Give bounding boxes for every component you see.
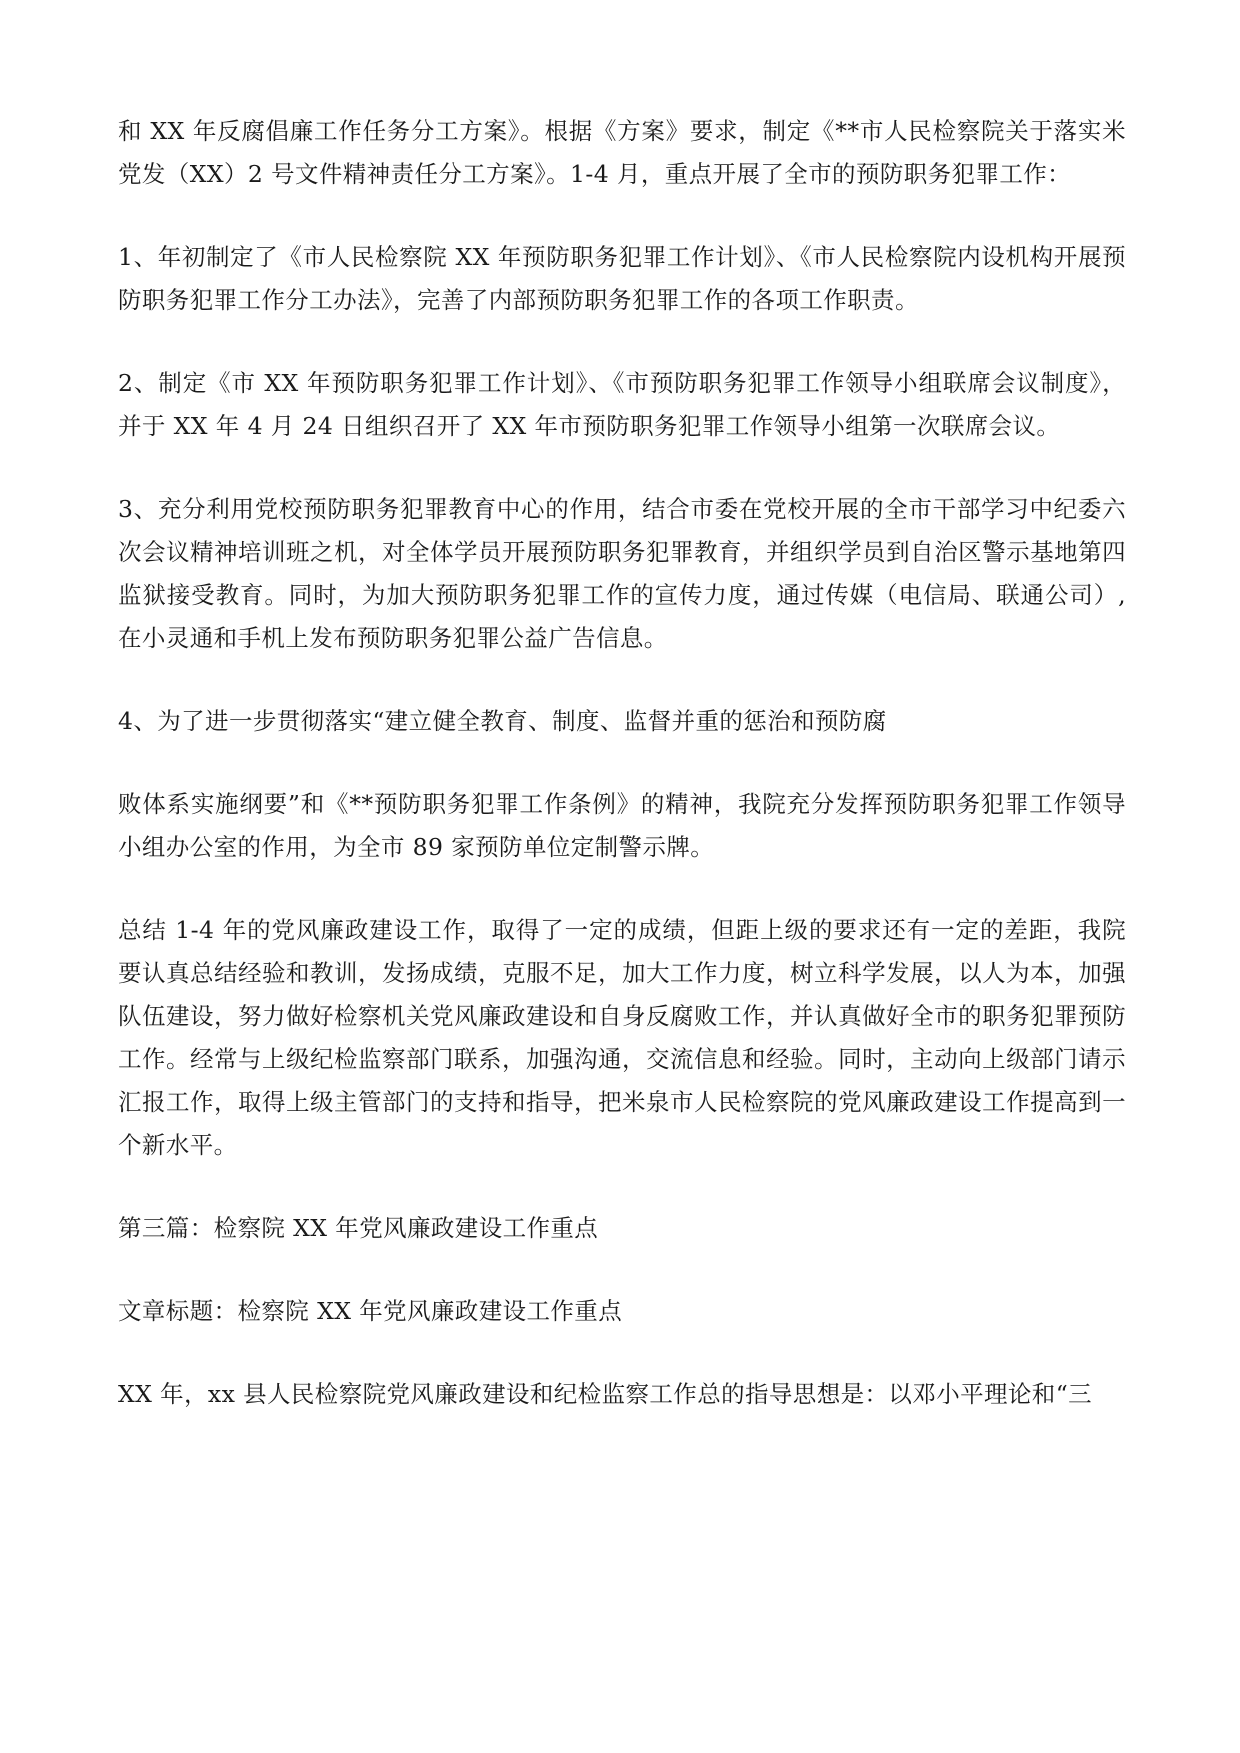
paragraph-item-4-start: 4、为了进一步贯彻落实“建立健全教育、制度、监督并重的惩治和预防腐 bbox=[118, 707, 887, 735]
paragraph-item-3: 3、充分利用党校预防职务犯罪教育中心的作用，结合市委在党校开展的全市干部学习中纪委六次会议精神培训班之机，对全体学员开展预防职务犯罪教育，并组织学员到自治区警示基地第四监狱接受教育。同时，为加大预防职务犯罪工作的宣传力度，通过传媒（电信局、联通公司）,在小灵通和手机上发布预防职务犯罪公益广告信息。 bbox=[118, 495, 1126, 652]
paragraph-item-2: 2、制定《市 XX 年预防职务犯罪工作计划》、《市预防职务犯罪工作领导小组联席会议制度》，并于 XX 年 4 月 24 日组织召开了 XX 年市预防职务犯罪工作领导小组第一次联席会议。 bbox=[118, 369, 1126, 440]
paragraph-item-4-continued: 败体系实施纲要”和《**预防职务犯罪工作条例》的精神，我院充分发挥预防职务犯罪工作领导小组办公室的作用，为全市 89 家预防单位定制警示牌。 bbox=[118, 790, 1126, 861]
section-heading: 第三篇：检察院 XX 年党风廉政建设工作重点 bbox=[118, 1214, 599, 1242]
paragraph-summary: 总结 1-4 年的党风廉政建设工作，取得了一定的成绩，但距上级的要求还有一定的差距，我院要认真总结经验和教训，发扬成绩，克服不足，加大工作力度，树立科学发展，以人为本，加强队伍建设，努力做好检察机关党风廉政建设和自身反腐败工作，并认真做好全市的职务犯罪预防工作。经常与上级纪检监察部门联系，加强沟通，交流信息和经验。同时，主动向上级部门请示汇报工作，取得上级主管部门的支持和指导，把米泉市人民检察院的党风廉政建设工作提高到一个新水平。 bbox=[118, 916, 1126, 1159]
paragraph-item-1: 1、年初制定了《市人民检察院 XX 年预防职务犯罪工作计划》、《市人民检察院内设机构开展预防职务犯罪工作分工办法》，完善了内部预防职务犯罪工作的各项工作职责。 bbox=[118, 243, 1126, 314]
paragraph-final: XX 年，xx 县人民检察院党风廉政建设和纪检监察工作总的指导思想是：以邓小平理论和“三 bbox=[118, 1380, 1093, 1408]
paragraph-intro: 和 XX 年反腐倡廉工作任务分工方案》。根据《方案》要求，制定《**市人民检察院关于落实米党发（XX）2 号文件精神责任分工方案》。1-4 月，重点开展了全市的预防职务犯罪工作： bbox=[118, 117, 1126, 188]
article-title: 文章标题：检察院 XX 年党风廉政建设工作重点 bbox=[118, 1297, 623, 1325]
document-body bbox=[118, 110, 1126, 1456]
